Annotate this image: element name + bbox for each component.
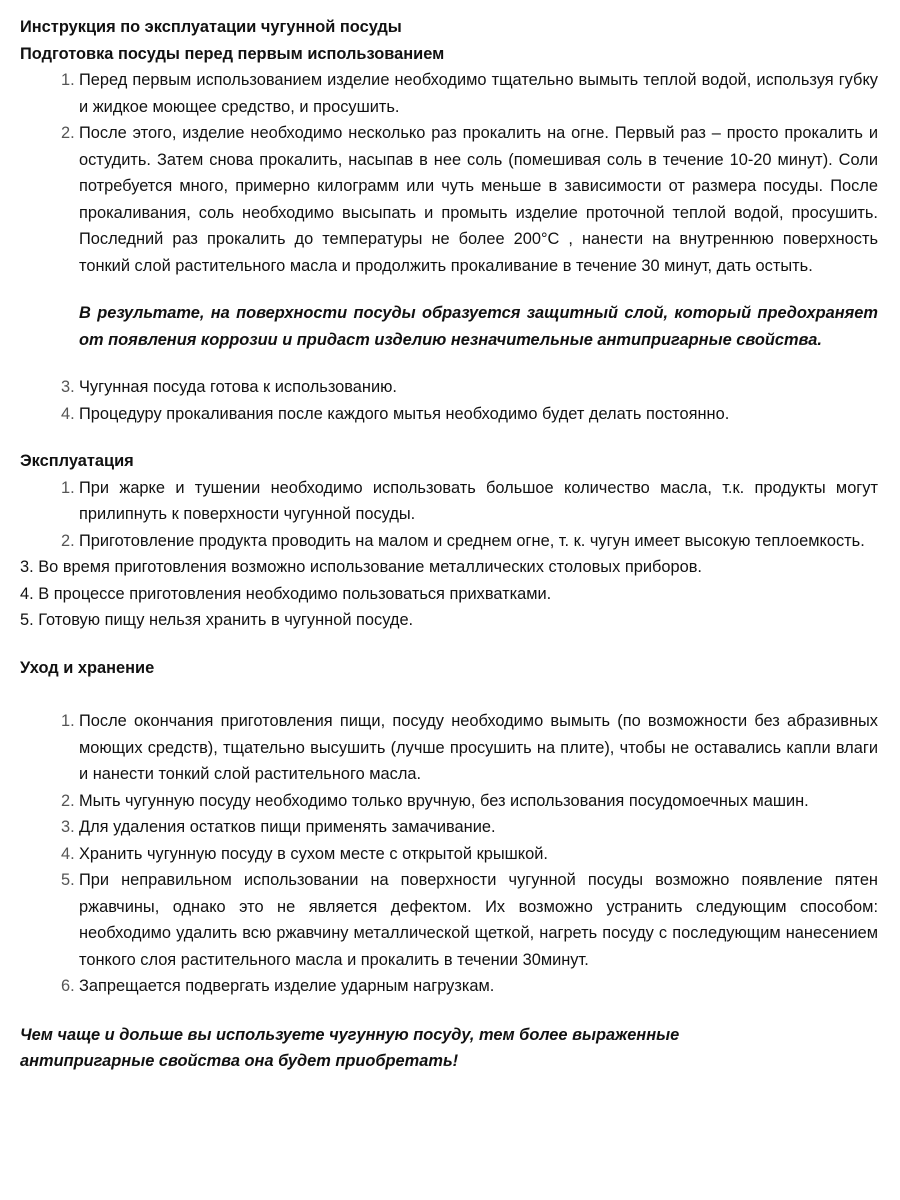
list-item-number: 3.	[61, 818, 75, 836]
list-item-text: Мыть чугунную посуду необходимо только вручную, без использования посудомоечных машин.	[79, 791, 809, 810]
list-item-number: 6.	[61, 977, 75, 995]
document-title: Инструкция по эксплуатации чугунной посуды	[20, 18, 402, 36]
list-item	[20, 867, 878, 973]
list-item	[20, 973, 878, 1000]
list-item-text: Процедуру прокаливания после каждого мытья необходимо будет делать постоянно.	[79, 404, 730, 423]
list-item-number: 2.	[61, 124, 75, 142]
list-item	[20, 708, 878, 788]
result-note: В результате, на поверхности посуды образуется защитный слой, который предохраняет от появления коррозии и придаст изделию незначительные антипригарные свойства.	[79, 304, 878, 349]
usage-list	[20, 475, 878, 555]
list-item-number: 4.	[61, 404, 75, 423]
list-item-number: 4.	[61, 844, 75, 863]
list-item-number: 3.	[61, 378, 75, 396]
list-item-text: Перед первым использованием изделие необходимо тщательно вымыть теплой водой, используя губку и жидкое моющее средство, и просушить.	[79, 71, 878, 116]
list-item	[20, 841, 878, 868]
section-heading-usage: Эксплуатация	[20, 452, 134, 470]
section-heading-care: Уход и хранение	[20, 658, 155, 677]
list-item	[20, 401, 878, 428]
list-item-text: После окончания приготовления пищи, посуду необходимо вымыть (по возможности без абразивных моющих средств), тщательно высушить (лучше просушить на плите), чтобы не оставались капли влаги и нанести тонкий слой растительного масла.	[79, 712, 878, 783]
list-item	[20, 120, 878, 279]
list-item-text: После этого, изделие необходимо несколько раз прокалить на огне. Первый раз – просто прокалить и остудить. Затем снова прокалить, насыпав в нее соль (помешивая соль в течение 10-20 минут). Соли потребуется много, примерно килограмм или чуть меньше в зависимости от размера посуды. После прокаливания, соль необходимо высыпать и промыть изделие проточной теплой водой, просушить. Последний раз прокалить до температуры не более 200°C , нанести на внутреннюю поверхность тонкий слой растительного масла и продолжить прокаливание в течение 30 минут, дать остыть.	[79, 124, 878, 275]
preparation-list	[20, 67, 878, 279]
list-item-text: Приготовление продукта проводить на малом и среднем огне, т. к. чугун имеет высокую теплоемкость.	[79, 531, 865, 550]
list-item-text: Хранить чугунную посуду в сухом месте с открытой крышкой.	[79, 844, 548, 863]
list-item-text: При неправильном использовании на поверхности чугунной посуды возможно появление пятен ржавчины, однако это не является дефектом. Их возможно устранить следующим способом: необходимо удалить всю ржавчину металлической щеткой, нагреть посуду с последующим нанесением тонкого слоя растительного масла и прокалить в течении 30минут.	[79, 871, 878, 969]
list-item	[20, 67, 878, 120]
list-item-text: При жарке и тушении необходимо использовать большое количество масла, т.к. продукты могут прилипнуть к поверхности чугунной посуды.	[79, 478, 878, 523]
section-heading-preparation: Подготовка посуды перед первым использованием	[20, 44, 445, 63]
list-item	[20, 788, 878, 815]
list-item-number: 2.	[61, 791, 75, 810]
usage-plain-item: 4. В процессе приготовления необходимо пользоваться прихватками.	[20, 584, 552, 603]
closing-remark-line-2: антипригарные свойства она будет приобретать!	[20, 1052, 459, 1070]
list-item-text: Запрещается подвергать изделие ударным нагрузкам.	[79, 977, 495, 995]
list-item	[20, 374, 878, 401]
list-item	[20, 528, 878, 555]
list-item-number: 1.	[61, 71, 75, 89]
list-item-text: Для удаления остатков пищи применять замачивание.	[79, 818, 496, 836]
list-item-number: 1.	[61, 712, 75, 730]
list-item-number: 5.	[61, 871, 75, 889]
list-item-number: 2.	[61, 531, 75, 550]
care-list	[20, 708, 878, 1000]
list-item-number: 1.	[61, 478, 75, 497]
list-item-text: Чугунная посуда готова к использованию.	[79, 378, 397, 396]
preparation-list-continued	[20, 374, 878, 427]
usage-plain-item: 3. Во время приготовления возможно использование металлических столовых приборов.	[20, 558, 702, 576]
list-item	[20, 475, 878, 528]
list-item	[20, 814, 878, 841]
usage-plain-item: 5. Готовую пищу нельзя хранить в чугунной посуде.	[20, 611, 414, 629]
closing-remark-line-1: Чем чаще и дольше вы используете чугунную посуду, тем более выраженные	[20, 1025, 680, 1044]
